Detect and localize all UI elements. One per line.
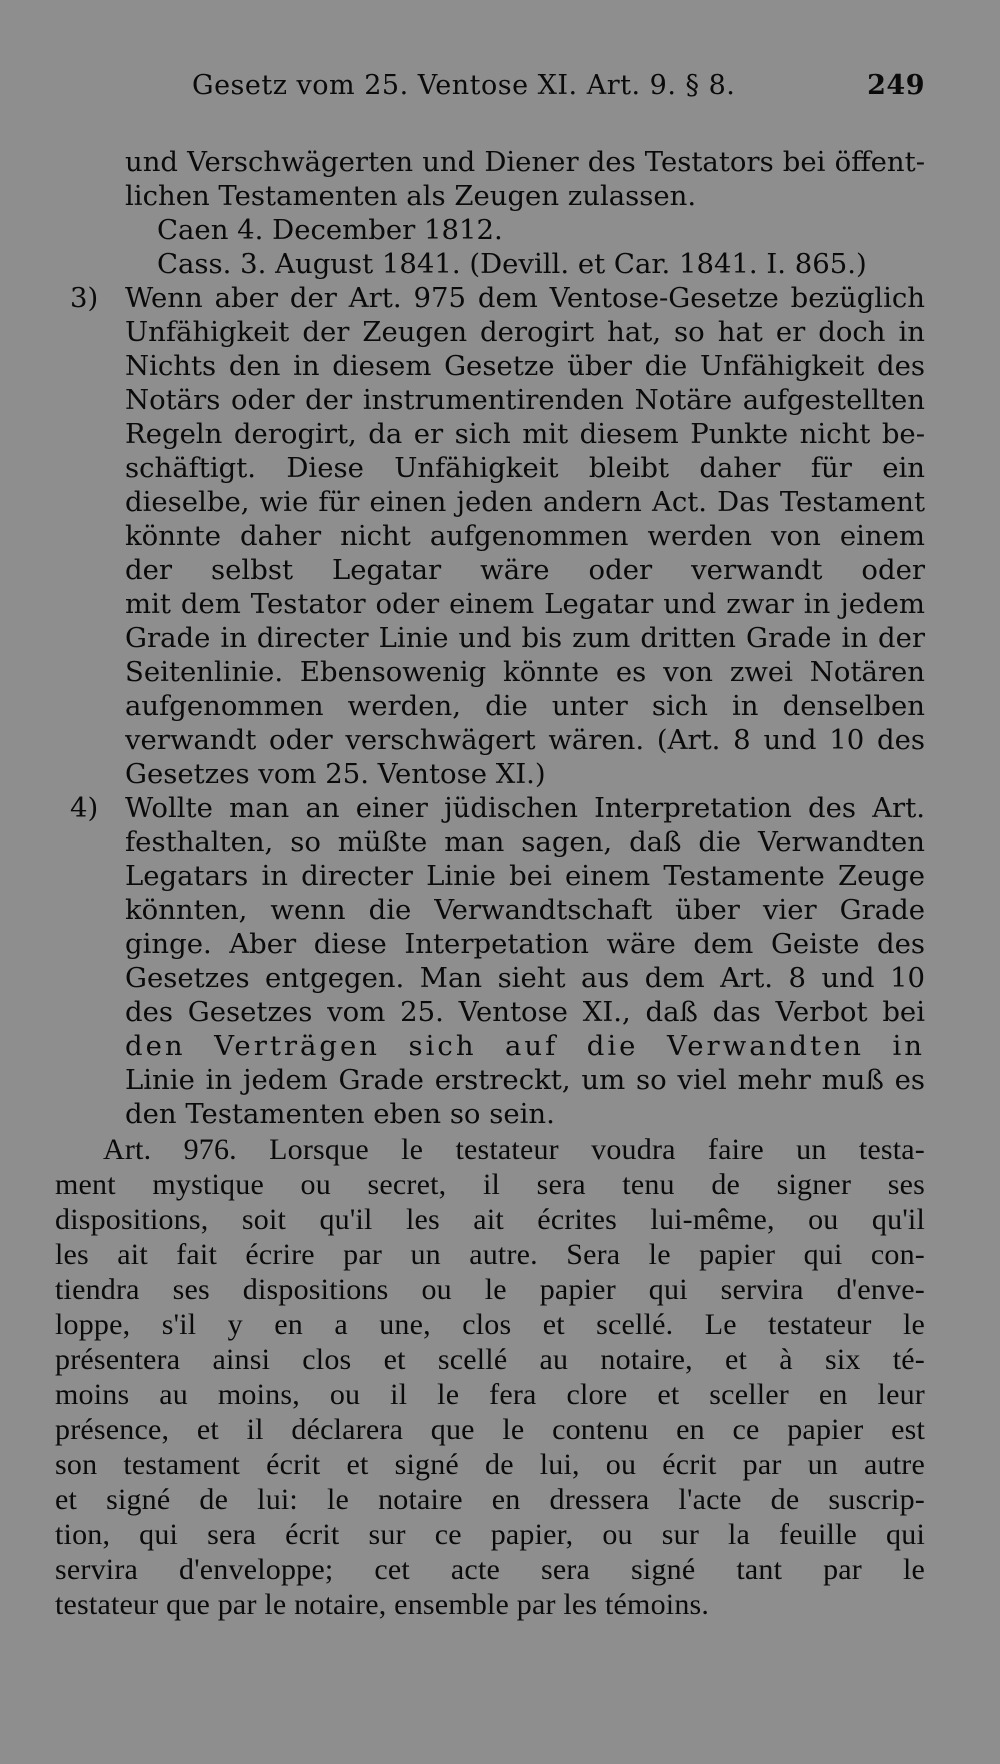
- text-line: der selbst Legatar wäre oder verwandt oder: [125, 554, 925, 586]
- running-head: Gesetz vom 25. Ventose XI. Art. 9. § 8.: [192, 70, 736, 101]
- text-line: ment mystique ou secret, il sera tenu de signer ses: [55, 1168, 925, 1201]
- text-line: les ait fait écrire par un autre. Sera le papier qui con-: [55, 1238, 925, 1271]
- text-line: tion, qui sera écrit sur ce papier, ou sur la feuille qui: [55, 1518, 925, 1551]
- text-line: Legatars in directer Linie bei einem Testamente Zeuge: [125, 860, 925, 892]
- text-line: Seitenlinie. Ebensowenig könnte es von zwei Notären: [125, 656, 925, 688]
- item-number: 3): [70, 282, 99, 314]
- text-line: dieselbe, wie für einen jeden andern Act. Das Testament: [125, 486, 925, 518]
- text-line: aufgenommen werden, die unter sich in denselben: [125, 690, 925, 722]
- text-line: und Verschwägerten und Diener des Testators bei öffent-: [125, 146, 925, 178]
- text-line: ginge. Aber diese Interpetation wäre dem Geiste des: [125, 928, 925, 960]
- text-line: Wollte man an einer jüdischen Interpretation des Art.: [125, 792, 925, 824]
- text-line: Grade in directer Linie und bis zum dritten Grade in der: [125, 622, 925, 654]
- text-line: tiendra ses dispositions ou le papier qui servira d'enve-: [55, 1273, 925, 1306]
- item-number: 4): [70, 792, 99, 824]
- text-line: dispositions, soit qu'il les ait écrites lui-même, ou qu'il: [55, 1203, 925, 1236]
- page-number: 249: [867, 70, 925, 101]
- text-line: Unfähigkeit der Zeugen derogirt hat, so hat er doch in: [125, 316, 925, 348]
- text-line: Regeln derogirt, da er sich mit diesem Punkte nicht be-: [125, 418, 925, 450]
- text-line: den Testamenten eben so sein.: [125, 1098, 555, 1130]
- text-line: testateur que par le notaire, ensemble par les témoins.: [55, 1588, 710, 1621]
- text-line: et signé de lui: le notaire en dressera l'acte de suscrip-: [55, 1483, 925, 1516]
- text-line: présence, et il déclarera que le contenu en ce papier est: [55, 1413, 925, 1446]
- text-line: mit dem Testator oder einem Legatar und zwar in jedem: [125, 588, 925, 620]
- text-line: son testament écrit et signé de lui, ou écrit par un autre: [55, 1448, 925, 1481]
- text-line: loppe, s'il y en a une, clos et scellé. Le testateur le: [55, 1308, 925, 1341]
- text-line: Art. 976. Lorsque le testateur voudra faire un testa-: [103, 1133, 925, 1166]
- text-line: Gesetzes vom 25. Ventose XI.): [125, 758, 546, 790]
- text-line: présentera ainsi clos et scellé au notaire, et à six té-: [55, 1343, 925, 1376]
- text-line: schäftigt. Diese Unfähigkeit bleibt daher für ein: [125, 452, 925, 484]
- text-line: lichen Testamenten als Zeugen zulassen.: [125, 180, 697, 212]
- text-line: servira d'enveloppe; cet acte sera signé tant par le: [55, 1553, 925, 1586]
- text-line: könnte daher nicht aufgenommen werden von einem: [125, 520, 925, 552]
- text-line: des Gesetzes vom 25. Ventose XI., daß das Verbot bei: [125, 996, 925, 1028]
- text-line: moins au moins, ou il le fera clore et sceller en leur: [55, 1378, 925, 1411]
- text-line: Nichts den in diesem Gesetze über die Unfähigkeit des: [125, 350, 925, 382]
- text-line: den Verträgen sich auf die Verwandten in: [125, 1030, 925, 1062]
- text-line: Wenn aber der Art. 975 dem Ventose-Gesetze bezüglich: [125, 282, 925, 314]
- text-line: Linie in jedem Grade erstreckt, um so viel mehr muß es: [125, 1064, 925, 1096]
- text-line: Notärs oder der instrumentirenden Notäre aufgestellten: [125, 384, 925, 416]
- page-header: [192, 70, 925, 110]
- text-line: Gesetzes entgegen. Man sieht aus dem Art. 8 und 10: [125, 962, 925, 994]
- text-line: festhalten, so müßte man sagen, daß die Verwandten: [125, 826, 925, 858]
- text-line: verwandt oder verschwägert wären. (Art. 8 und 10 des: [125, 724, 925, 756]
- text-line: Cass. 3. August 1841. (Devill. et Car. 1841. I. 865.): [157, 248, 867, 280]
- text-line: könnten, wenn die Verwandtschaft über vier Grade: [125, 894, 925, 926]
- text-line: Caen 4. December 1812.: [157, 214, 503, 246]
